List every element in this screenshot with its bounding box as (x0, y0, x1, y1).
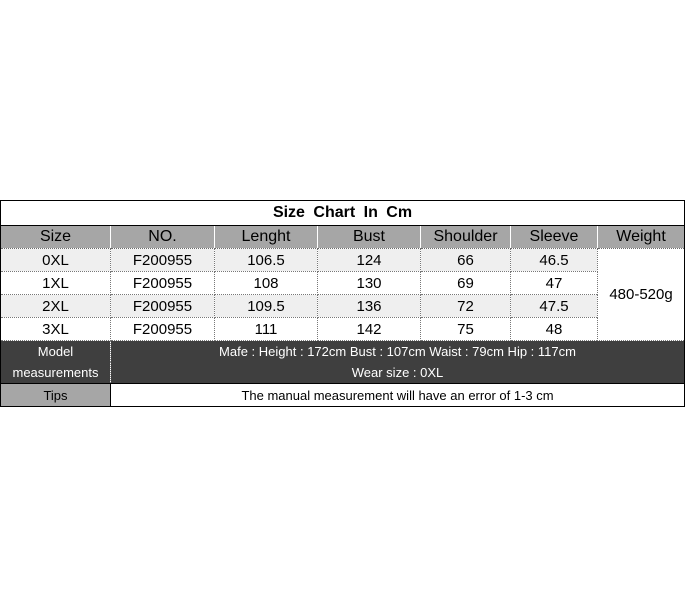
tips-label: Tips (1, 384, 111, 407)
cell-weight: 480-520g (598, 249, 685, 341)
tips-text: The manual measurement will have an error of 1-3 cm (111, 384, 685, 407)
cell-length: 108 (215, 272, 318, 295)
cell-shoulder: 75 (421, 318, 511, 341)
title-row (1, 201, 685, 226)
cell-shoulder: 69 (421, 272, 511, 295)
header-bust: Bust (318, 226, 421, 249)
header-size: Size (1, 226, 111, 249)
cell-no: F200955 (111, 295, 215, 318)
tips-row (1, 384, 685, 407)
cell-no: F200955 (111, 272, 215, 295)
cell-no: F200955 (111, 249, 215, 272)
size-chart-table (0, 200, 685, 407)
cell-bust: 136 (318, 295, 421, 318)
cell-size: 3XL (1, 318, 111, 341)
header-row (1, 226, 685, 249)
header-no: NO. (111, 226, 215, 249)
cell-bust: 130 (318, 272, 421, 295)
model-label-line1: Model (1, 341, 111, 363)
cell-shoulder: 72 (421, 295, 511, 318)
header-weight: Weight (598, 226, 685, 249)
cell-sleeve: 47.5 (511, 295, 598, 318)
header-sleeve: Sleeve (511, 226, 598, 249)
cell-length: 109.5 (215, 295, 318, 318)
cell-size: 2XL (1, 295, 111, 318)
model-details: Mafe : Height : 172cm Bust : 107cm Waist : 79cm Hip : 117cm (111, 341, 685, 363)
table-row (1, 272, 685, 295)
cell-sleeve: 48 (511, 318, 598, 341)
size-chart (0, 200, 684, 407)
header-shoulder: Shoulder (421, 226, 511, 249)
model-label-line2: measurements (1, 362, 111, 384)
cell-sleeve: 47 (511, 272, 598, 295)
table-row (1, 295, 685, 318)
model-row (1, 341, 685, 363)
model-row (1, 362, 685, 384)
table-row (1, 318, 685, 341)
table-row (1, 249, 685, 272)
cell-sleeve: 46.5 (511, 249, 598, 272)
cell-size: 0XL (1, 249, 111, 272)
cell-size: 1XL (1, 272, 111, 295)
cell-shoulder: 66 (421, 249, 511, 272)
cell-bust: 142 (318, 318, 421, 341)
header-length: Lenght (215, 226, 318, 249)
model-wear-size: Wear size : 0XL (111, 362, 685, 384)
cell-length: 111 (215, 318, 318, 341)
chart-title: Size Chart In Cm (1, 201, 685, 226)
cell-no: F200955 (111, 318, 215, 341)
cell-length: 106.5 (215, 249, 318, 272)
cell-bust: 124 (318, 249, 421, 272)
